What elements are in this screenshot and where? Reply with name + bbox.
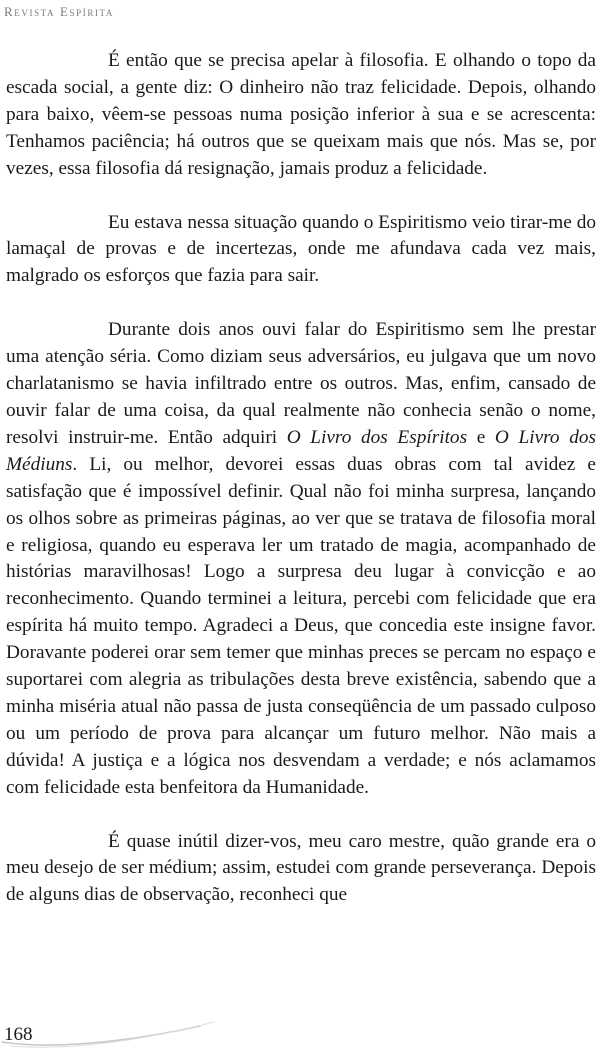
book-title-livro-dos-espiritos: O Livro dos Espíritos <box>286 426 468 448</box>
footer-swoosh-ornament <box>0 1016 220 1050</box>
paragraph-3 <box>6 317 596 801</box>
page-number: 168 <box>4 1024 33 1045</box>
paragraph-3-text-a: Durante dois anos ouvi falar do Espiritismo sem lhe prestar uma atenção séria. Como diziam seus adversários, eu julgava que um novo charlatanismo se havia infiltrado entre os outros. Mas, enfim, cansado de ouvir falar de uma coisa, da qual realmente não conhecia senão o nome, resolvi instruir-me. Então adquiri <box>6 319 596 448</box>
book-title-livro-dos-mediuns: O Livro dos Médiuns <box>6 426 596 475</box>
paragraph-4: É quase inútil dizer-vos, meu caro mestre, quão grande era o meu desejo de ser médium; assim, estudei com grande perseverança. Depois de alguns dias de observação, reconheci que <box>6 830 596 906</box>
paragraph-2: Eu estava nessa situação quando o Espiritismo veio tirar-me do lamaçal de provas e de incertezas, onde me afundava cada vez mais, malgrado os esforços que fazia para sair. <box>6 211 596 287</box>
paragraph-3-text-b: e <box>467 426 495 448</box>
paragraph-3-text-c: . Li, ou melhor, devorei essas duas obras com tal avidez e satisfação que é impossível definir. Qual não foi minha surpresa, lançando os olhos sobre as primeiras páginas, ao ver que se tratava de filosofia moral e religiosa, quando eu esperava ler um tratado de magia, acompanhado de histórias maravilhosas! Logo a surpresa deu lugar à convicção e ao reconhecimento. Quando terminei a leitura, percebi com felicidade que era espírita há muito tempo. Agradeci a Deus, que concedia este insigne favor. Doravante poderei orar sem temer que minhas preces se percam no espaço e suportarei com alegria as tribulações desta breve existência, sabendo que a minha miséria atual não passa de justa conseqüência de um passado culposo ou um período de prova para alcançar um futuro melhor. Não mais a dúvida! A justiça e a lógica nos desvendam a verdade; e nós aclamamos com felicidade esta benfeitora da Humanidade. <box>6 453 596 798</box>
paragraph-1: É então que se precisa apelar à filosofia. E olhando o topo da escada social, a gente diz: O dinheiro não traz felicidade. Depois, olhando para baixo, vêem-se pessoas numa posição inferior à sua e se acrescenta: Tenhamos paciência; há outros que se queixam mais que nós. Mas se, por vezes, essa filosofia dá resignação, jamais produz a felicidade. <box>6 50 596 179</box>
running-head: Revista Espírita <box>4 4 115 19</box>
page-body <box>6 48 596 909</box>
